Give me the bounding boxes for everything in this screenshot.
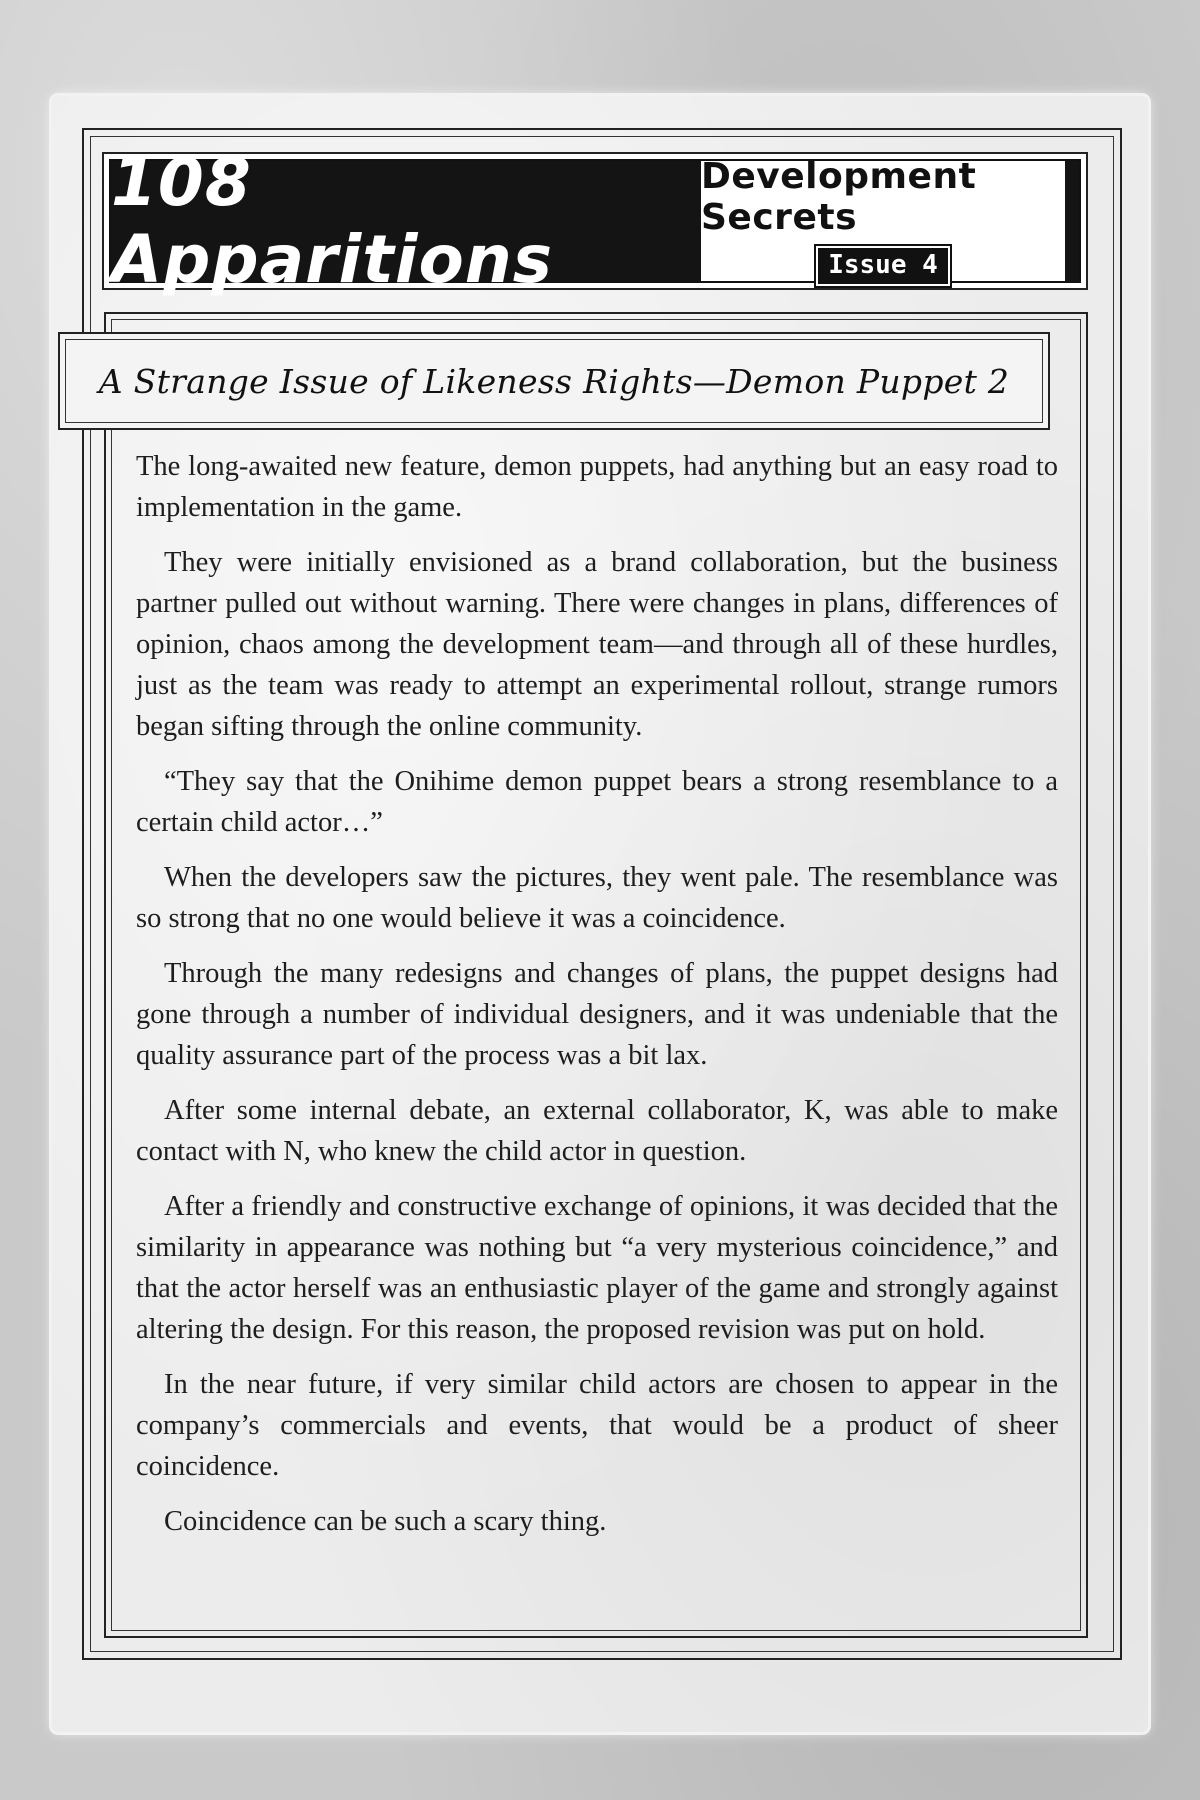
header-title-box — [111, 144, 701, 298]
article-paragraph: After a friendly and constructive exchange of opinions, it was decided that the similarity in appearance was nothing but “a very mysterious coincidence,” and that the actor herself was an enthusiastic player of the game and strongly against altering the design. For this reason, the proposed revision was put on hold. — [136, 1191, 1058, 1345]
article-body — [136, 446, 1058, 1556]
article-paragraph: They were initially envisioned as a brand collaboration, but the business partner pulled out without warning. There were changes in plans, differences of opinion, chaos among the development team—and through all of these hurdles, just as the team was ready to attempt an experimental rollout, strange rumors began sifting through the online community. — [136, 547, 1058, 742]
section-subtitle: Development Secrets — [701, 156, 977, 238]
article-paragraph: Coincidence can be such a scary thing. — [164, 1506, 607, 1537]
article-paragraph: When the developers saw the pictures, they went pale. The resemblance was so strong that no one would believe it was a coincidence. — [136, 862, 1058, 934]
page-title: 108 Apparitions — [111, 144, 554, 298]
article-paragraph: Through the many redesigns and changes of plans, the puppet designs had gone through a number of individual designers, and it was undeniable that the quality assurance part of the process was a bit lax. — [136, 958, 1058, 1071]
article-paragraph: After some internal debate, an external collaborator, K, was able to make contact with N, who knew the child actor in question. — [136, 1095, 1058, 1167]
article-title: A Strange Issue of Likeness Rights—Demon Puppet 2 — [98, 361, 1010, 401]
article-paragraph: “They say that the Onihime demon puppet bears a strong resemblance to a certain child actor…” — [136, 766, 1058, 838]
article-paragraph: The long-awaited new feature, demon puppets, had anything but an easy road to implementation in the game. — [136, 451, 1058, 523]
article-paragraph: In the near future, if very similar child actors are chosen to appear in the company’s commercials and events, that would be a product of sheer coincidence. — [136, 1369, 1058, 1482]
header-banner — [102, 144, 1088, 298]
issue-badge: Issue 4 — [816, 246, 950, 286]
header-inner — [109, 144, 1081, 298]
article-title-box — [58, 332, 1050, 430]
header-right-panel — [701, 156, 1079, 281]
